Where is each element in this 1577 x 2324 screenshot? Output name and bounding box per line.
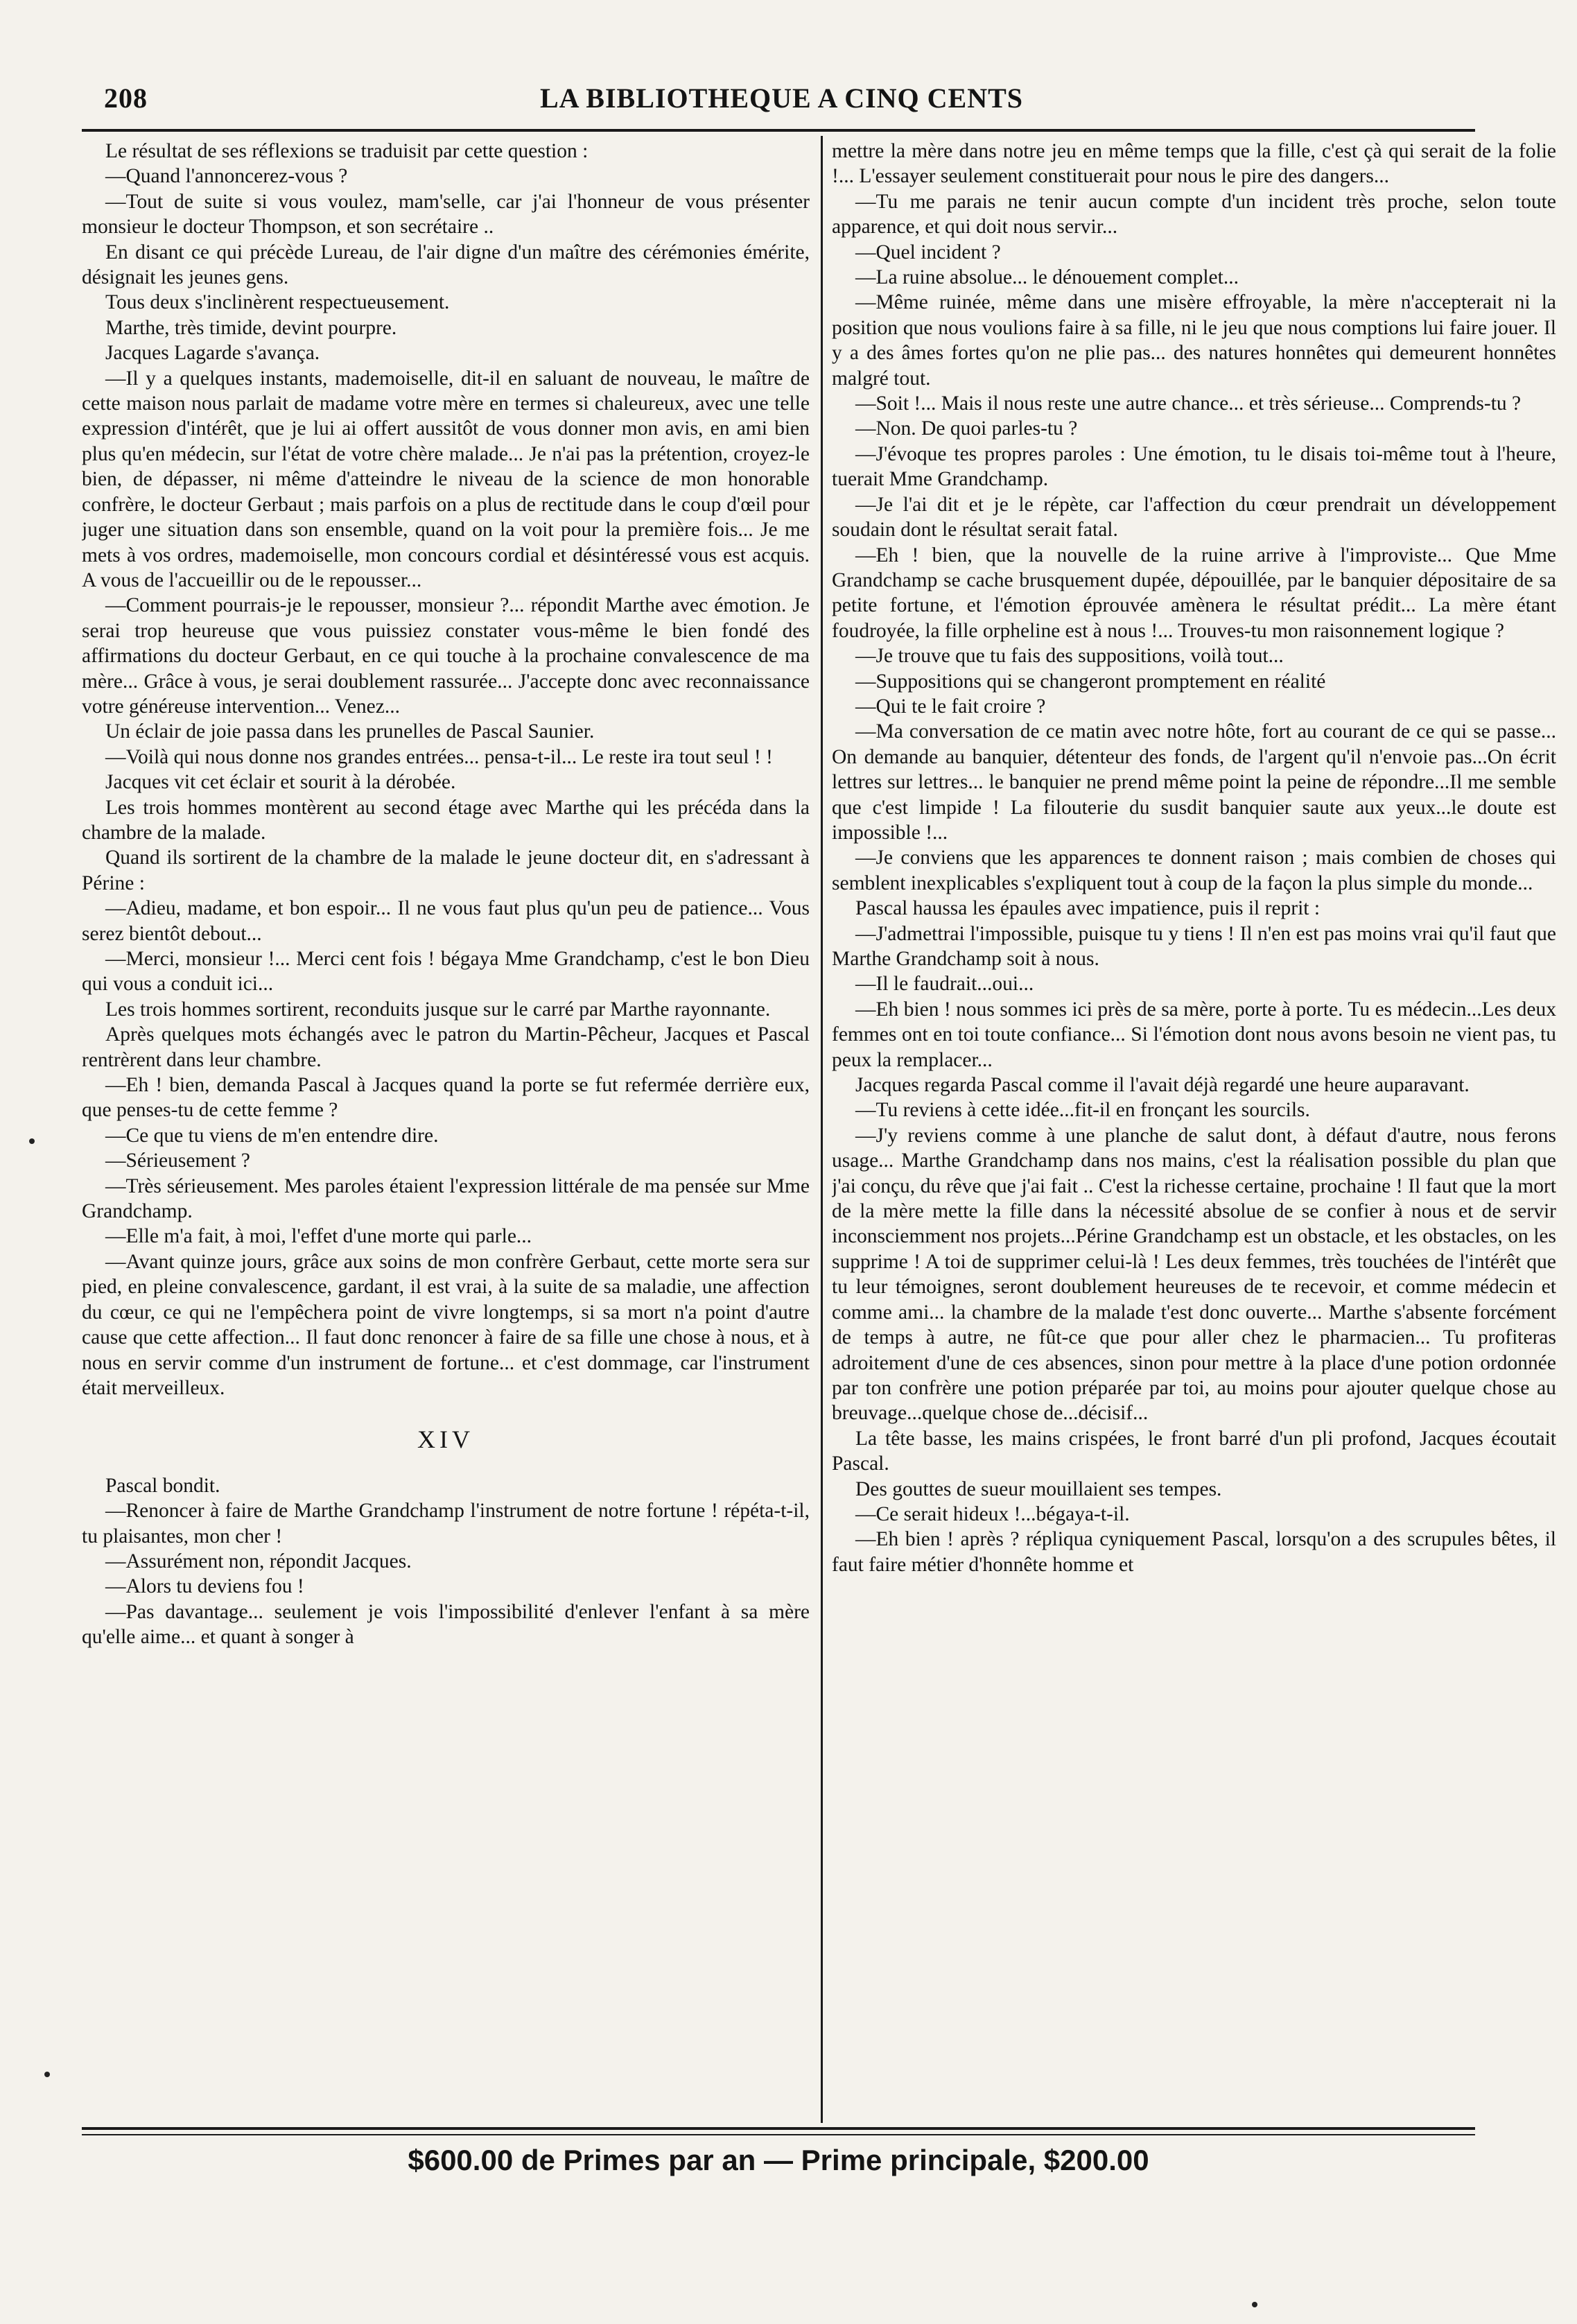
paragraph: —Eh bien ! après ? répliqua cyniquement Pascal, lorsqu'on a des scrupules bêtes, il faut faire métier d'honnête homme et	[832, 1528, 1556, 1576]
paragraph: —Merci, monsieur !... Merci cent fois ! bégaya Mme Grandchamp, c'est le bon Dieu qui vous a conduit ici...	[82, 948, 810, 996]
paragraph: —J'évoque tes propres paroles : Une émotion, tu le disais toi-même tout à l'heure, tuerait Mme Grandchamp.	[832, 442, 1556, 491]
paragraph: —Assurément non, répondit Jacques.	[105, 1550, 412, 1572]
paragraph: —Avant quinze jours, grâce aux soins de mon confrère Gerbaut, cette morte sera sur pied, en pleine convalescence, gardant, il est vrai, à la suite de sa maladie, une affection du cœur, ce qui ne l'empêchera point de vivre longtemps, si sa mort n'a point d'autre cause que cette affection... Il faut donc renoncer à faire de sa fille une chose à nous, et à nous en servir comme d'un instrument de fortune... et c'est dommage, car l'instrument était merveilleux.	[82, 1250, 810, 1399]
running-title: LA BIBLIOTHEQUE A CINQ CENTS	[539, 83, 1024, 114]
header-rule	[82, 129, 1475, 132]
print-speck	[1252, 2302, 1257, 2307]
paragraph: —Adieu, madame, et bon espoir... Il ne vous faut plus qu'un peu de patience... Vous serez bientôt debout...	[82, 897, 810, 945]
paragraph: —Très sérieusement. Mes paroles étaient l'expression littérale de ma pensée sur Mme Grandchamp.	[82, 1174, 810, 1223]
left-column	[82, 139, 810, 2122]
paragraph: En disant ce qui précède Lureau, de l'air digne d'un maître des cérémonies émérite, désignait les jeunes gens.	[82, 241, 810, 289]
paragraph: Des gouttes de sueur mouillaient ses tempes.	[855, 1477, 1222, 1500]
chapter-heading: XIV	[417, 1425, 474, 1454]
paragraph: —Il y a quelques instants, mademoiselle, dit-il en saluant de nouveau, le maître de cette maison nous parlait de madame votre mère en termes si chaleureux, avec une telle expression d'intérêt, que je lui ai offert aussitôt de vous donner mon avis, en ami bien plus qu'en médecin, sur l'état de votre chère malade... Je n'ai pas la prétention, croyez-le bien, de dépasser, ni même d'atteindre le niveau de la science de mon honorable confrère, le docteur Gerbaut ; mais parfois on a plus de rectitude dans le coup d'œil pour juger une situation dans son ensemble, quand on la voit pour la première fois... Je me mets à vos ordres, mademoiselle, mon concours cordial et désintéressé vous est acquis. A vous de l'accueillir ou de le repousser...	[82, 367, 810, 591]
paragraph: —Je conviens que les apparences te donnent raison ; mais combien de choses qui semblent inexplicables s'expliquent tout à coup de la façon la plus simple du monde...	[832, 847, 1556, 894]
right-column	[832, 139, 1556, 2122]
paragraph: Pascal bondit.	[105, 1474, 220, 1497]
paragraph: Tous deux s'inclinèrent respectueusement.	[105, 291, 450, 314]
paragraph: Marthe, très timide, devint pourpre.	[105, 316, 397, 339]
paragraph: —Eh ! bien, que la nouvelle de la ruine arrive à l'improviste... Que Mme Grandchamp se cache brusquement dupée, dépouillée, par le banquier dépositaire de sa petite fortune, et l'émotion éprouvée amènera le résultat prédit... La mère étant foudroyée, la fille orpheline est à nous !... Trouves-tu mon raisonnement logique ?	[832, 544, 1556, 642]
column-divider	[821, 136, 823, 2123]
paragraph: —Il le faudrait...oui...	[855, 973, 1034, 996]
page-number: 208	[104, 83, 148, 114]
paragraph: Pascal haussa les épaules avec impatience, puis il reprit :	[855, 897, 1321, 920]
paragraph: —Comment pourrais-je le repousser, monsieur ?... répondit Marthe avec émotion. Je serai trop heureuse que vous puissiez constater vous-même le bien fondé des affirmations du docteur Gerbaut, en ce qui touche à la prochaine convalescence de ma mère... Grâce à vous, je serai doublement rassurée... J'accepte donc avec reconnaissance votre généreuse intervention... Venez...	[82, 594, 810, 718]
paragraph: —Tu reviens à cette idée...fit-il en fronçant les sourcils.	[855, 1099, 1310, 1122]
paragraph: —Quand l'annoncerez-vous ?	[105, 165, 348, 188]
print-speck	[29, 1138, 35, 1144]
paragraph: Jacques vit cet éclair et sourit à la dérobée.	[105, 771, 456, 794]
paragraph: —Ce serait hideux !...bégaya-t-il.	[855, 1502, 1130, 1525]
paragraph: Après quelques mots échangés avec le patron du Martin-Pêcheur, Jacques et Pascal rentrèrent dans leur chambre.	[82, 1023, 810, 1071]
footer-rule-thin	[82, 2134, 1475, 2135]
paragraph: —Alors tu deviens fou !	[105, 1575, 304, 1598]
paragraph: Les trois hommes sortirent, reconduits jusque sur le carré par Marthe rayonnante.	[105, 998, 771, 1021]
paragraph: —Quel incident ?	[855, 241, 1001, 263]
paragraph: —Elle m'a fait, à moi, l'effet d'une morte qui parle...	[105, 1225, 532, 1248]
footer-rule	[82, 2127, 1475, 2130]
paragraph: —Renoncer à faire de Marthe Grandchamp l'instrument de notre fortune ! répéta-t-il, tu plaisantes, mon cher !	[82, 1500, 810, 1547]
paragraph: Le résultat de ses réflexions se traduisit par cette question :	[105, 140, 589, 162]
paragraph: —La ruine absolue... le dénouement complet...	[855, 266, 1239, 289]
paragraph: Jacques Lagarde s'avança.	[105, 342, 320, 365]
paragraph: —Je l'ai dit et je le répète, car l'affection du cœur prendrait un développement soudain dont le résultat serait fatal.	[832, 493, 1556, 541]
paragraph: —Ce que tu viens de m'en entendre dire.	[105, 1124, 439, 1147]
paragraph: —Soit !... Mais il nous reste une autre chance... et très sérieuse... Comprends-tu ?	[855, 392, 1522, 415]
paragraph: —Non. De quoi parles-tu ?	[855, 417, 1078, 440]
paragraph: —Même ruinée, même dans une misère effroyable, la mère n'accepterait ni la position que nous voulions faire à sa fille, ni le jeu que nous comptions lui faire jouer. Il y a des âmes fortes qu'on ne plie pas... des natures honnêtes qui demeurent honnêtes malgré tout.	[832, 291, 1556, 390]
paragraph: —Ma conversation de ce matin avec notre hôte, fort au courant de ce qui se passe... On demande au banquier, détenteur des fonds, de l'argent qu'il n'envoie pas...On écrit lettres sur lettres... le banquier ne prend même point la peine de répondre...Il me semble que c'est limpide ! La filouterie du susdit banquier saute aux yeux...le doute est impossible !...	[832, 720, 1556, 844]
paragraph: Un éclair de joie passa dans les prunelles de Pascal Saunier.	[105, 720, 595, 743]
print-speck	[44, 2072, 50, 2077]
paragraph: Les trois hommes montèrent au second étage avec Marthe qui les précéda dans la chambre de la malade.	[82, 796, 810, 844]
paragraph: —Je trouve que tu fais des suppositions, voilà tout...	[855, 645, 1284, 668]
paragraph: —Suppositions qui se changeront promptement en réalité	[855, 670, 1326, 693]
paragraph: —Eh bien ! nous sommes ici près de sa mère, porte à porte. Tu es médecin...Les deux femmes ont en toi toute confiance... Si l'émotion dont nous avons besoin ne vient pas, tu peux la remplacer...	[832, 998, 1556, 1071]
paragraph: —J'y reviens comme à une planche de salut dont, à défaut d'autre, nous ferons usage... Marthe Grandchamp dans nos mains, c'est la réalisation possible du plan que j'ai conçu, du rêve que j'ai fait .. C'est la richesse certaine, prochaine ! Il faut que la mort de la mère mette la fille dans la nécessité absolue de se confier à nous et de servir inconsciemment nos projets...Périne Grandchamp est un obstacle, et les obstacles, on les supprime ! A toi de supprimer celui-là ! Les deux femmes, très touchées de l'intérêt que tu leur témoignes, seront doublement heureuses de te recevoir, et comme médecin et comme ami... la chambre de la malade t'est donc ouverte... Marthe s'absente forcément de temps à autre, ne fût-ce que pour aller chez le pharmacien... Tu profiteras adroitement d'une de ces absences, sinon pour mettre à la place d'une potion ordonnée par ton confrère une potion préparée par toi, au moins pour ajouter quelque chose au breuvage...quelque chose de...décisif...	[832, 1124, 1556, 1425]
paragraph: —Eh ! bien, demanda Pascal à Jacques quand la porte se fut refermée derrière eux, que penses-tu de cette femme ?	[82, 1074, 810, 1122]
paragraph: —Qui te le fait croire ?	[855, 695, 1046, 718]
paragraph: —Sérieusement ?	[105, 1150, 250, 1172]
page-header	[104, 82, 1459, 123]
paragraph: Jacques regarda Pascal comme il l'avait déjà regardé une heure auparavant.	[855, 1074, 1470, 1097]
paragraph: Quand ils sortirent de la chambre de la malade le jeune docteur dit, en s'adressant à Périne :	[82, 847, 810, 894]
paragraph: —Tu me parais ne tenir aucun compte d'un incident très proche, selon toute apparence, et qui doit nous servir...	[832, 190, 1556, 239]
paragraph: —J'admettrai l'impossible, puisque tu y tiens ! Il n'en est pas moins vrai qu'il faut que Marthe Grandchamp soit à nous.	[832, 922, 1556, 970]
footer-advertisement: $600.00 de Primes par an — Prime principale, $200.00	[408, 2144, 1149, 2176]
paragraph: La tête basse, les mains crispées, le front barré d'un pli profond, Jacques écoutait Pascal.	[832, 1427, 1556, 1475]
paragraph: —Pas davantage... seulement je vois l'impossibilité d'enlever l'enfant à sa mère qu'elle aime... et quant à songer à	[82, 1600, 810, 1649]
paragraph: —Tout de suite si vous voulez, mam'selle, car j'ai l'honneur de vous présenter monsieur le docteur Thompson, et son secrétaire ..	[82, 190, 810, 239]
paragraph: mettre la mère dans notre jeu en même temps que la fille, c'est çà qui serait de la folie !... L'essayer seulement constituerait pour nous le pire des dangers...	[832, 140, 1556, 188]
paragraph: —Voilà qui nous donne nos grandes entrées... pensa-t-il... Le reste ira tout seul ! !	[105, 745, 773, 768]
